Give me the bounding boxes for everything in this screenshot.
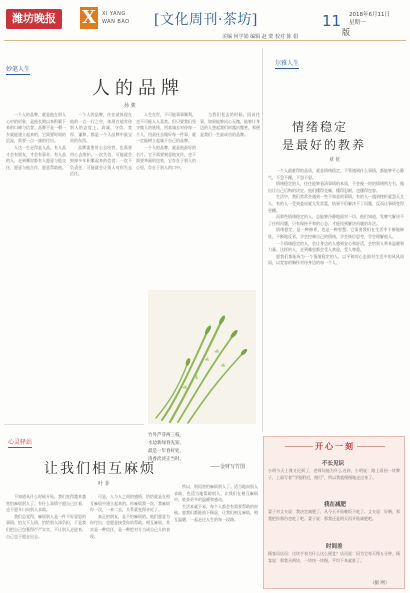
poem-line: 水边新绿春先知， — [148, 441, 184, 446]
dateline — [349, 11, 390, 27]
paragraph: 而那些情绪稳定的人，总能够冷静地面对一切，他们知道，发脾气解决不了任何问题，只有保持平和的心态，才能找到解决问题的办法。 — [268, 214, 404, 226]
joke-3-text: 顾客问店员：这块手表为什么这么便宜？店员说：因为它每天慢五分钟。顾客说：那我买两块，一块快一块慢，平均下来就准了。 — [268, 551, 400, 563]
article-1-col-1 — [6, 112, 66, 284]
joke-1-title: 不长见识 — [322, 461, 345, 467]
paragraph: 一个人的品牌，就是他最好的名片。它不需要刻意地宣传，也不需要华丽的包装，它存在于别人的心里，存在于别人的口中。 — [136, 144, 196, 170]
article-3-col-1 — [6, 494, 86, 590]
paragraph: 所以，别再害怕麻烦别人了。适当地向别人求助，也适当地帮助别人，让我们在相互麻烦中，收获更多的温暖和感动。 — [174, 484, 258, 503]
article-1-col-3 — [136, 112, 196, 284]
paragraph: 情绪稳定的人，往往能够看清事情的本质，不会被一时的情绪所左右，做出让自己后悔的决定。他们懂得克制，懂得忍耐，也懂得包容。 — [268, 181, 404, 193]
ornament-right — [357, 446, 385, 447]
article-2-body — [268, 168, 404, 430]
paragraph: 一个人的品牌，就是他在别人心中的形象，是他长期以来积累下来的口碑与信誉。品牌不是一朝一夕就能建立起来的，它需要时间的沉淀，需要一点一滴的付出。 — [6, 112, 66, 144]
paragraph: 生活中，我们常常会遇到一些不如意的事情。有的人一遇到挫折就怨天尤人，有的人一受到委屈就大发雷霆，结果不但解决不了问题，反而让事情变得更糟。 — [268, 194, 404, 213]
article-2-title-line-1: 情绪稳定 — [292, 120, 349, 134]
pinyin-line-1: XI YANG — [102, 11, 126, 17]
article-2-title-line-2: 是最好的教养 — [282, 138, 367, 152]
bamboo-illustration — [148, 290, 256, 424]
x-mark: X — [80, 7, 98, 29]
column-tag-2: 尔雅人生 — [275, 60, 300, 67]
header-divider — [4, 40, 406, 41]
paragraph: 愿我们都能成为一个情绪稳定的人，以平和的心态面对生活中的风风雨雨，以宽容的胸怀对待身边的每一个人。 — [268, 253, 404, 266]
joke-1-text: 小明今天上课又迟到了，老师问他为什么迟到，小明说：路上看到一块牌子，上面写着“学校附近，慢行”，所以我就慢慢地走过来了。 — [268, 468, 400, 480]
paragraph: 当我们老去的时候，回首往事，如果能够问心无愧，能够让身边的人想起我们时露出微笑，那便是我们一生最成功的品牌。 — [200, 112, 260, 137]
paragraph: 不知道从什么时候开始，我们变得越来越害怕麻烦别人了。有什么事情宁愿自己扛着，也不愿开口向别人求助。 — [6, 494, 86, 513]
column-tag-3: 心灵驿站 — [8, 439, 33, 446]
article-3-col-2 — [90, 494, 170, 590]
staff-credits: 美编 何学娟 编辑 赵 蒙 校对 陈 娟 — [222, 34, 299, 40]
section-divider — [4, 424, 144, 425]
paragraph: 一个人的品牌，往往就体现在他的一言一行之中，体现在他对待别人的态度上。真诚、守信、宽厚、谦和，都是一个人品牌中最宝贵的东西。 — [70, 112, 132, 144]
masthead — [4, 3, 406, 41]
pinyin-name — [102, 10, 130, 26]
bamboo-painting — [148, 290, 256, 424]
pinyin-line-2: WAN BAO — [102, 19, 130, 25]
poem-line: 最是一年春好处， — [148, 449, 184, 454]
poem-line: 竹外芦芽两三枝， — [148, 433, 184, 438]
column-tag-1: 妙笔人生 — [6, 66, 31, 73]
page-unit: 版 — [342, 28, 350, 37]
painting-signature: ——金财写竹图 — [210, 464, 246, 470]
paragraph: 情绪稳定，是一种修养，也是一种智慧。它需要我们在生活中不断地修炼，不断地反省，学会控制自己的情绪，学会换位思考，学会理解他人。 — [268, 227, 404, 239]
humor-box-title: 开心一刻 — [315, 442, 355, 451]
painting-poem — [148, 432, 260, 464]
paragraph: 品牌需要用心去经营，也需要用心去维护。一次失信，可能就会毁掉多年积累起来的信誉；一次不负责任，可能就会让别人对你失去信任。 — [70, 144, 132, 177]
article-3-col-3 — [174, 484, 258, 590]
paragraph: 人这一生走得是人品，有人品才会有朋友，才会有事业；有人品的人，走到哪里都有人愿意与他交往，愿意与他合作，愿意帮助他。 — [6, 144, 66, 170]
humor-box-signoff: （据 网） — [370, 581, 390, 586]
article-2-author: 章 征 — [329, 157, 341, 163]
paragraph: 生活本就不易，每个人都会有需要帮助的时候。愿我们都能放下顾虑，让我们相互麻烦，相互温暖，一起走过人生的每一段路。 — [174, 503, 258, 522]
article-1-author: 孙 骏 — [124, 103, 136, 109]
paragraph: 我们总觉得，麻烦别人是一件不好意思的事情，怕欠下人情，怕给别人添负担，于是我们把自己包裹得严严实实，不让别人走进来，自己也不愿走出去。 — [6, 513, 86, 539]
section-title: [文化周刊·茶坊] — [154, 12, 258, 28]
article-1-col-4 — [200, 112, 260, 284]
newspaper-logo: 潍坊晚报 — [6, 9, 62, 29]
paragraph: 人生在世，不可能事事顺利，也不可能人人喜欢。但只要我们坚守做人的底线，用真诚去对待每一个人，用责任去做好每一件事，就一定能树立起属于自己的品牌。 — [136, 112, 196, 144]
paragraph: 一个人最难得的品质，就是情绪稳定。不管遇到什么事情，都能够平心静气，不急不躁，不怨不怒。 — [268, 168, 404, 180]
column-divider — [262, 48, 263, 432]
humor-box-header — [285, 440, 385, 454]
article-3-author: 叶 菲 — [98, 481, 110, 487]
paragraph: 一个情绪稳定的人，会让身边的人感到安心和舒适，会给别人带来温暖和力量。这样的人，走到哪里都会受人欢迎，受人尊重。 — [268, 240, 404, 253]
joke-2-title: 我在减肥 — [324, 502, 347, 508]
paragraph: 真正的朋友，是不怕麻烦的。他们愿意为你付出，也愿意接受你的帮助。相互麻烦，其实是一种信任，是一种把对方当成自己人的表现。 — [90, 513, 170, 539]
weekday: 星期一 — [349, 20, 366, 26]
joke-2-text: 妻子对丈夫说：我决定减肥了，从今天开始晚饭不吃了。丈夫说：好啊，那我把你那份也吃了吧。妻子说：那我还是明天再开始减肥吧。 — [268, 509, 400, 521]
paragraph: 可是，人与人之间的感情，恰恰就是在相互麻烦中建立起来的。你麻烦我一次，我麻烦你一次，一来二去，关系就变得亲近了。 — [90, 494, 170, 513]
date: 2018年6月11日 — [349, 12, 390, 18]
article-1-title: 人的品牌 — [92, 78, 184, 99]
poem-line: 清香淡淡正当时。 — [148, 457, 184, 462]
joke-3-title: 时间差 — [326, 544, 343, 550]
article-3-title: 让我们相互麻烦 — [44, 461, 156, 477]
article-1-col-2 — [70, 112, 132, 284]
page-number: 11 — [322, 12, 342, 30]
